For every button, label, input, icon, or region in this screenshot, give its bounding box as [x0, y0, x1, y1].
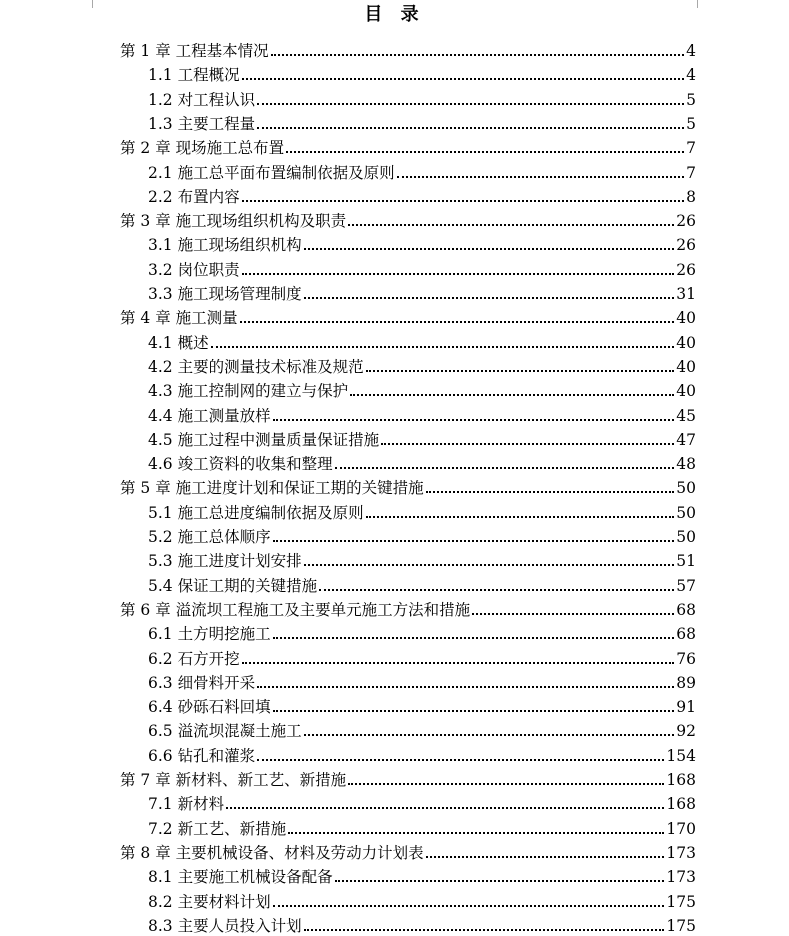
toc-chapter-entry[interactable] [120, 304, 696, 328]
toc-section-entry[interactable] [148, 888, 696, 912]
toc-dot-leader [257, 127, 684, 129]
toc-entry-label: 6.5 溢流坝混凝土施工 [148, 722, 302, 741]
toc-section-entry[interactable] [148, 620, 696, 644]
toc-entry-label: 4.6 竣工资料的收集和整理 [148, 455, 333, 474]
toc-page-number: 5 [686, 90, 696, 109]
toc-page-number: 76 [676, 649, 696, 668]
toc-section-entry[interactable] [148, 815, 696, 839]
toc-entry-label: 5.3 施工进度计划安排 [148, 552, 302, 571]
toc-entry-label: 4.5 施工过程中测量质量保证措施 [148, 430, 380, 449]
toc-section-entry[interactable] [148, 572, 696, 596]
toc-page-number: 47 [676, 430, 696, 449]
toc-section-entry[interactable] [148, 329, 696, 353]
toc-entry-label: 4.4 施工测量放样 [148, 406, 271, 425]
toc-dot-leader [257, 686, 674, 688]
toc-page-number: 92 [676, 722, 696, 741]
toc-chapter-entry[interactable] [120, 766, 696, 790]
toc-entry-label: 4.3 施工控制网的建立与保护 [148, 382, 349, 401]
toc-entry-label: 第 1 章 工程基本情况 [120, 42, 269, 60]
toc-entry-label: 第 7 章 新材料、新工艺、新措施 [120, 771, 347, 789]
toc-entry-label: 2.1 施工总平面布置编制依据及原则 [148, 163, 395, 182]
toc-entry-label: 5.1 施工总进度编制依据及原则 [148, 503, 364, 522]
toc-page-number: 68 [676, 600, 696, 619]
toc-page-number: 7 [686, 139, 696, 158]
toc-dot-leader [271, 54, 684, 56]
toc-dot-leader [366, 370, 675, 372]
toc-entry-label: 6.1 土方明挖施工 [148, 625, 271, 644]
toc-section-entry[interactable] [148, 353, 696, 377]
toc-dot-leader [335, 467, 675, 469]
toc-section-entry[interactable] [148, 280, 696, 304]
toc-dot-leader [242, 662, 675, 664]
toc-page-number: 40 [676, 309, 696, 328]
toc-section-entry[interactable] [148, 742, 696, 766]
toc-page-number: 57 [676, 576, 696, 595]
toc-dot-leader [397, 176, 685, 178]
toc-entry-label: 1.2 对工程认识 [148, 90, 256, 109]
toc-section-entry[interactable] [148, 110, 696, 134]
toc-page-number: 168 [666, 771, 696, 789]
toc-entry-label: 第 3 章 施工现场组织机构及职责 [120, 212, 347, 231]
toc-dot-leader [211, 346, 675, 348]
toc-section-entry[interactable] [148, 426, 696, 450]
toc-entry-label: 5.4 保证工期的关键措施 [148, 576, 318, 595]
toc-page-number: 175 [666, 892, 696, 911]
toc-page-number: 68 [676, 625, 696, 644]
toc-entry-label: 8.3 主要人员投入计划 [148, 916, 302, 935]
toc-page-number: 50 [676, 528, 696, 546]
toc-entry-label: 第 8 章 主要机械设备、材料及劳动力计划表 [120, 843, 424, 862]
toc-page-number: 31 [676, 285, 696, 303]
toc-dot-leader [273, 637, 675, 639]
toc-entry-label: 6.2 石方开挖 [148, 649, 240, 668]
toc-chapter-entry[interactable] [120, 207, 696, 231]
toc-dot-leader [286, 151, 684, 153]
toc-dot-leader [335, 880, 665, 882]
toc-entry-label: 6.3 细骨料开采 [148, 673, 256, 692]
toc-entry-label: 7.1 新材料 [148, 795, 225, 814]
toc-page-number: 173 [666, 843, 696, 862]
toc-dot-leader [304, 929, 665, 931]
toc-section-entry[interactable] [148, 717, 696, 741]
toc-section-entry[interactable] [148, 183, 696, 207]
toc-page-number: 50 [676, 479, 696, 498]
toc-entry-label: 第 2 章 现场施工总布置 [120, 139, 285, 158]
toc-section-entry[interactable] [148, 377, 696, 401]
toc-section-entry[interactable] [148, 645, 696, 669]
toc-entry-label: 6.6 钻孔和灌浆 [148, 746, 256, 765]
toc-chapter-entry[interactable] [120, 839, 696, 863]
toc-dot-leader [304, 564, 675, 566]
toc-entry-label: 7.2 新工艺、新措施 [148, 819, 287, 838]
toc-dot-leader [242, 200, 685, 202]
toc-page-number: 40 [676, 382, 696, 401]
toc-dot-leader [273, 710, 675, 712]
toc-section-entry[interactable] [148, 450, 696, 474]
toc-dot-leader [381, 443, 674, 445]
toc-dot-leader [350, 394, 674, 396]
toc-page-number: 4 [686, 42, 696, 60]
toc-page-number: 173 [666, 868, 696, 887]
toc-dot-leader [226, 807, 664, 809]
toc-chapter-entry[interactable] [120, 474, 696, 498]
toc-dot-leader [257, 759, 664, 761]
toc-entry-label: 6.4 砂砾石料回填 [148, 698, 271, 717]
toc-entry-label: 3.3 施工现场管理制度 [148, 285, 302, 303]
toc-chapter-entry[interactable] [120, 134, 696, 158]
toc-section-entry[interactable] [148, 231, 696, 255]
toc-page-number: 4 [686, 66, 696, 85]
toc-section-entry[interactable] [148, 402, 696, 426]
toc-page-number: 26 [676, 212, 696, 231]
toc-chapter-entry[interactable] [120, 37, 696, 61]
toc-dot-leader [273, 540, 675, 542]
toc-section-entry[interactable] [148, 693, 696, 717]
toc-dot-leader [348, 224, 674, 226]
toc-page-number: 40 [676, 333, 696, 352]
toc-page-number: 40 [676, 357, 696, 376]
toc-page-number: 48 [676, 455, 696, 474]
toc-entry-label: 4.1 概述 [148, 333, 209, 352]
toc-dot-leader [273, 419, 675, 421]
toc-page-number: 51 [676, 552, 696, 571]
toc-entry-label: 1.3 主要工程量 [148, 114, 256, 133]
toc-page-number: 175 [666, 916, 696, 935]
toc-entry-label: 5.2 施工总体顺序 [148, 528, 271, 546]
toc-section-entry[interactable] [148, 790, 696, 814]
toc-page-number: 89 [676, 673, 696, 692]
toc-entry-label: 4.2 主要的测量技术标准及规范 [148, 357, 364, 376]
toc-entry-label: 第 4 章 施工测量 [120, 309, 238, 328]
toc-page-number: 26 [676, 236, 696, 255]
toc-dot-leader [304, 248, 675, 250]
toc-section-entry[interactable] [148, 61, 696, 85]
toc-chapter-entry[interactable] [120, 596, 696, 620]
toc-section-entry[interactable] [148, 523, 696, 547]
toc-dot-leader [288, 832, 664, 834]
toc-section-entry[interactable] [148, 256, 696, 280]
toc-dot-leader [304, 734, 675, 736]
toc-page-number: 168 [666, 795, 696, 814]
toc-page-number: 26 [676, 260, 696, 279]
toc-entry-label: 8.2 主要材料计划 [148, 892, 271, 911]
toc-section-entry[interactable] [148, 499, 696, 523]
toc-entry-label: 第 5 章 施工进度计划和保证工期的关键措施 [120, 479, 424, 498]
toc-dot-leader [257, 103, 684, 105]
toc-page-number: 154 [666, 746, 696, 765]
toc-title: 目 录 [364, 4, 425, 25]
toc-section-entry[interactable] [148, 86, 696, 110]
toc-section-entry[interactable] [148, 159, 696, 183]
toc-section-entry[interactable] [148, 912, 696, 936]
toc-dot-leader [242, 78, 685, 80]
toc-page-number: 50 [676, 503, 696, 522]
toc-entry-label: 第 6 章 溢流坝工程施工及主要单元施工方法和措施 [120, 600, 471, 619]
toc-page-number: 91 [676, 698, 696, 717]
toc-entry-label: 8.1 主要施工机械设备配备 [148, 868, 333, 887]
toc-entry-label: 3.1 施工现场组织机构 [148, 236, 302, 255]
toc-page-number: 7 [686, 163, 696, 182]
toc-dot-leader [348, 783, 664, 785]
toc-page-number: 5 [686, 114, 696, 133]
toc-entry-label: 3.2 岗位职责 [148, 260, 240, 279]
toc-page-number: 8 [686, 187, 696, 206]
toc-page-number: 170 [666, 819, 696, 838]
toc-dot-leader [426, 856, 665, 858]
toc-dot-leader [304, 297, 675, 299]
toc-dot-leader [240, 321, 675, 323]
toc-entry-label: 1.1 工程概况 [148, 66, 240, 85]
toc-page-number: 45 [676, 406, 696, 425]
toc-dot-leader [366, 516, 675, 518]
toc-entry-label: 2.2 布置内容 [148, 187, 240, 206]
toc-dot-leader [319, 589, 674, 591]
toc-section-entry[interactable] [148, 863, 696, 887]
toc-section-entry[interactable] [148, 547, 696, 571]
toc-dot-leader [273, 905, 665, 907]
toc-dot-leader [242, 273, 675, 275]
toc-section-entry[interactable] [148, 669, 696, 693]
toc-dot-leader [426, 491, 675, 493]
toc-dot-leader [472, 613, 674, 615]
